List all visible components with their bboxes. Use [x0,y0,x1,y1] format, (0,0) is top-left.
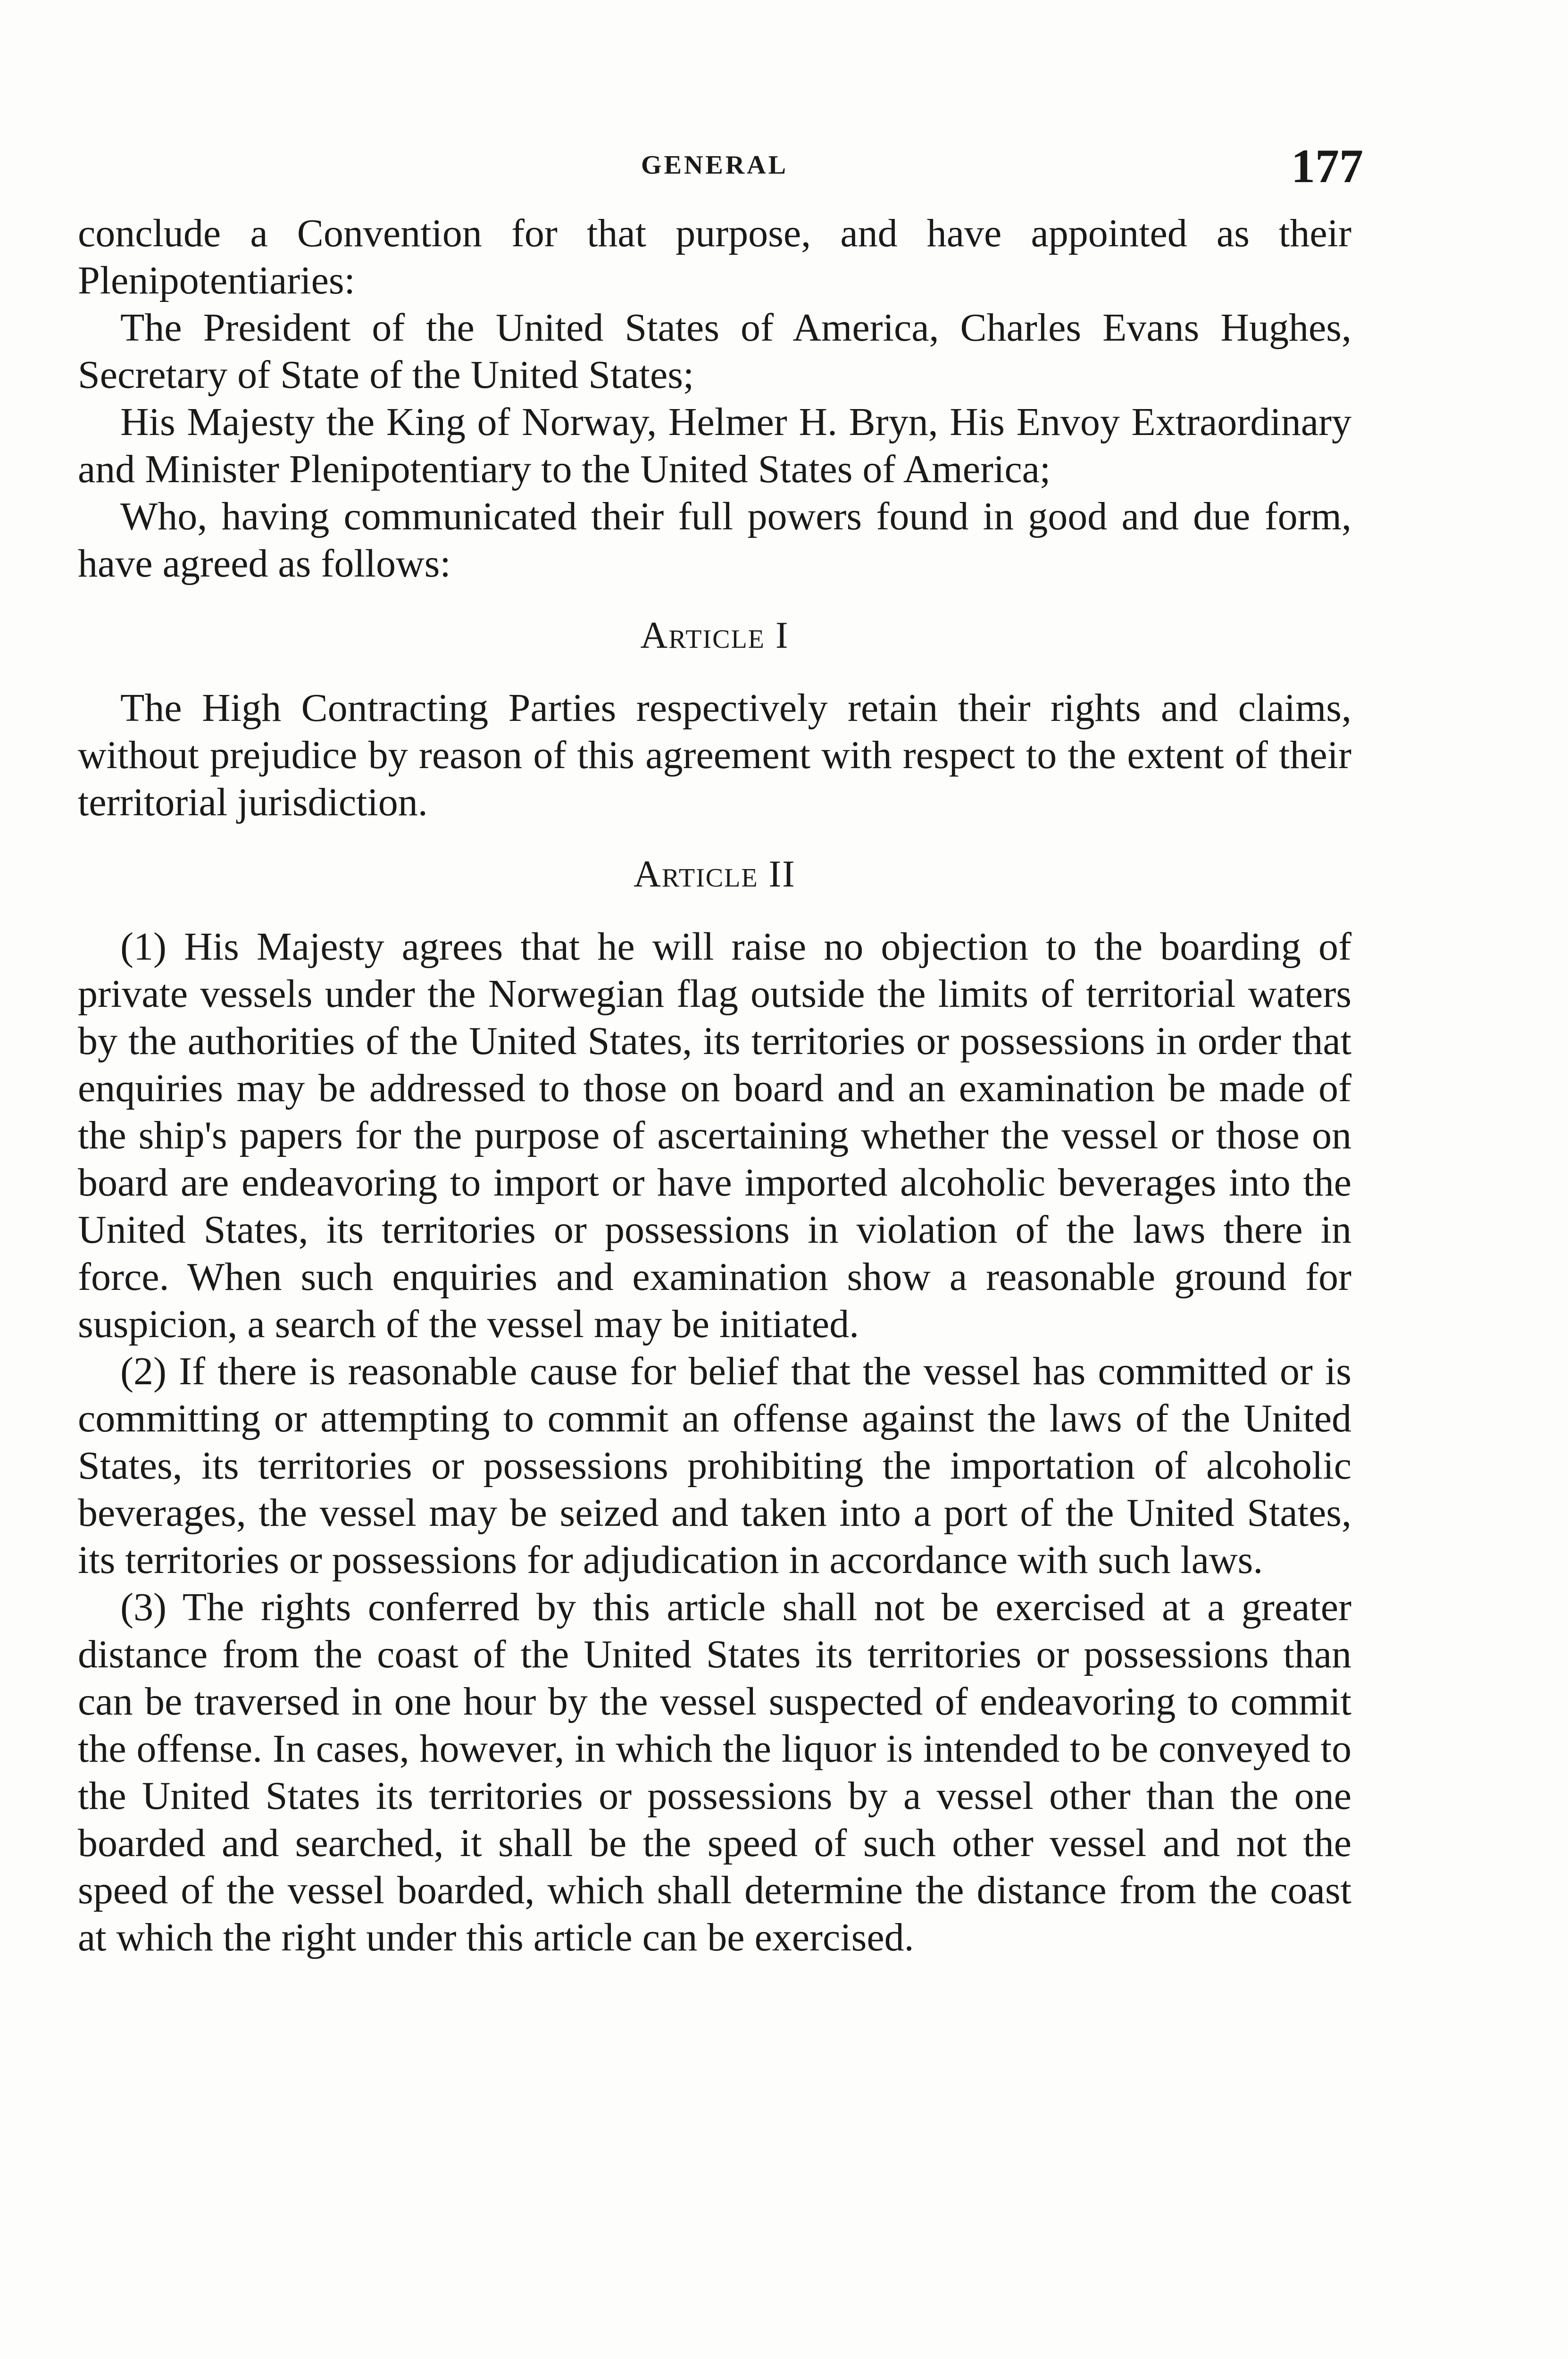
running-head [75,140,1363,193]
article-2-heading: Article II [634,853,796,895]
intro-paragraph-1: conclude a Convention for that purpose, and have appointed as their Plenipotentiaries: [78,211,1351,302]
running-title: GENERAL [641,151,788,180]
page-number: 177 [1291,140,1363,193]
article-2-clause-1: (1) His Majesty agrees that he will raise no objection to the boarding of private vessels under the Norwegian flag outside the limits of territorial waters by the authorities of the United States, its territories or possessions in order that enquiries may be addressed to those on board and an examination be made of the ship's papers for the purpose of ascertaining whether the vessel or those on board are endeavoring to import or have imported alcoholic beverages into the United States, its territories or possessions in violation of the laws there in force. When such enquiries and examination show a reasonable ground for suspicion, a search of the vessel may be initiated. [78,925,1351,1346]
article-2-clause-3: (3) The rights conferred by this article shall not be exercised at a greater distance from the coast of the United States its territories or possessions than can be traversed in one hour by the vessel suspected of endeavoring to commit the offense. In cases, however, in which the liquor is intended to be conveyed to the United States its territories or possessions by a vessel other than the one boarded and searched, it shall be the speed of such other vessel and not the speed of the vessel boarded, which shall determine the distance from the coast at which the right under this article can be exercised. [78,1585,1351,1959]
intro-paragraph-2: The President of the United States of America, Charles Evans Hughes, Secretary of State of the United States; [78,306,1351,397]
intro-paragraph-3: His Majesty the King of Norway, Helmer H. Bryn, His Envoy Extraordinary and Minister Plenipotentiary to the United States of America; [78,400,1351,491]
article-2-clause-2: (2) If there is reasonable cause for belief that the vessel has committed or is committing or attempting to commit an offense against the laws of the United States, its territories or possessions prohibiting the importation of alcoholic beverages, the vessel may be seized and taken into a port of the United States, its territories or possessions for adjudication in accordance with such laws. [78,1349,1351,1582]
intro-paragraph-4: Who, having communicated their full powers found in good and due form, have agreed as follows: [78,494,1351,586]
article-1-text: The High Contracting Parties respectively retain their rights and claims, without prejudice by reason of this agreement with respect to the extent of their territorial jurisdiction. [78,686,1351,824]
article-1-heading: Article I [640,615,789,656]
body-text [78,210,1351,1961]
